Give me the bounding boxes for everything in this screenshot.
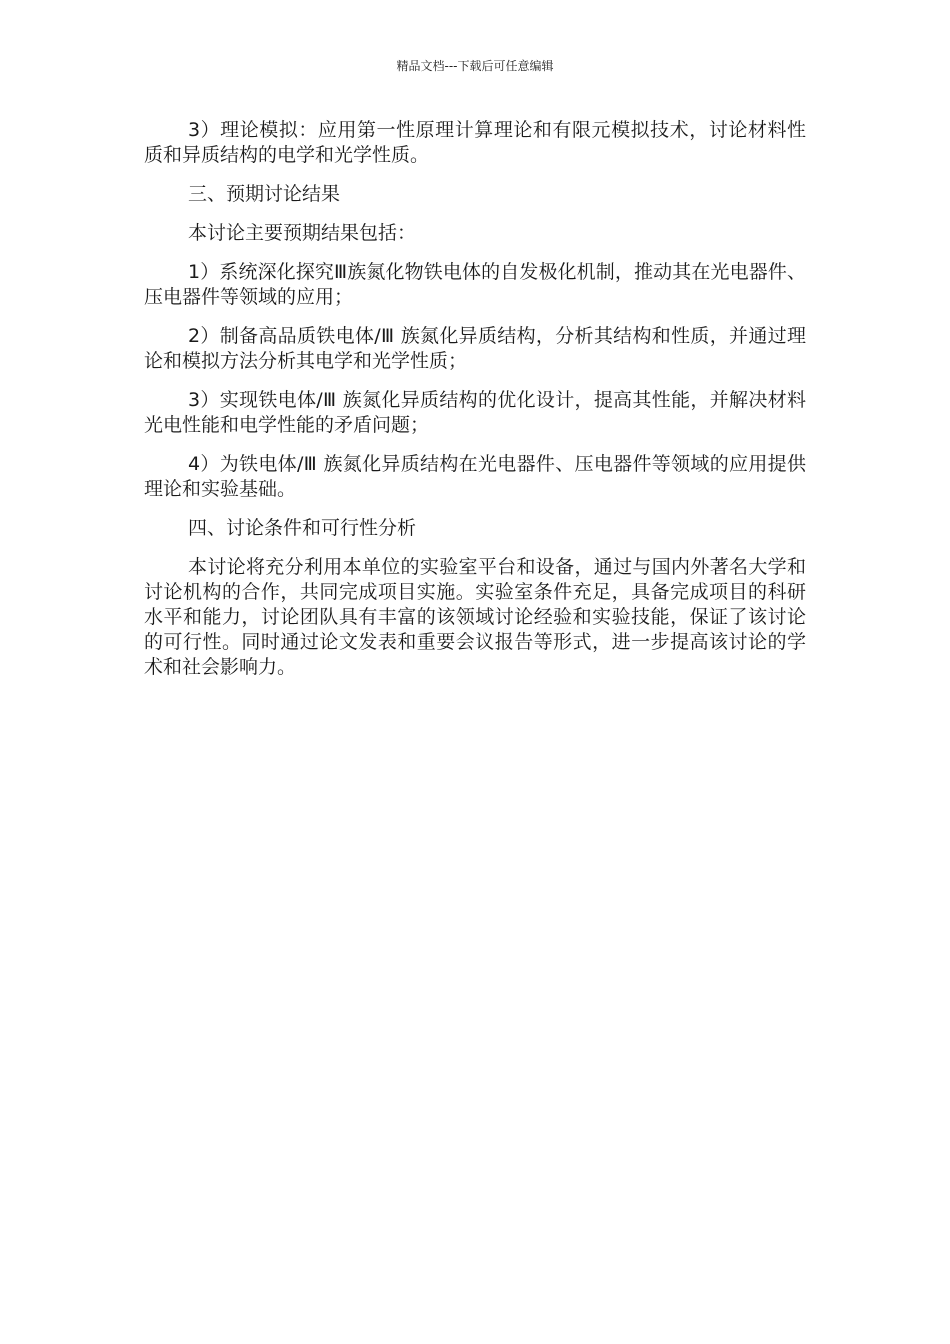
page-header: 精品文档---下载后可任意编辑 xyxy=(396,59,554,73)
paragraph-result-3: 3）实现铁电体/Ⅲ 族氮化异质结构的优化设计，提高其性能，并解决材料光电性能和电学性能的矛盾问题； xyxy=(144,389,806,436)
section-heading-feasibility: 四、讨论条件和可行性分析 xyxy=(188,517,417,539)
paragraph-result-2: 2）制备高品质铁电体/Ⅲ 族氮化异质结构，分析其结构和性质，并通过理论和模拟方法分析其电学和光学性质； xyxy=(144,325,806,372)
paragraph-result-4: 4）为铁电体/Ⅲ 族氮化异质结构在光电器件、压电器件等领域的应用提供理论和实验基础。 xyxy=(144,453,806,500)
paragraph-result-1: 1）系统深化探究Ⅲ族氮化物铁电体的自发极化机制，推动其在光电器件、压电器件等领域的应用； xyxy=(144,261,806,308)
section-heading-expected-results: 三、预期讨论结果 xyxy=(188,183,341,205)
document-body xyxy=(144,118,806,694)
paragraph-theory-simulation: 3）理论模拟：应用第一性原理计算理论和有限元模拟技术，讨论材料性质和异质结构的电学和光学性质。 xyxy=(144,119,806,166)
paragraph-feasibility: 本讨论将充分利用本单位的实验室平台和设备，通过与国内外著名大学和讨论机构的合作，共同完成项目实施。实验室条件充足，具备完成项目的科研水平和能力，讨论团队具有丰富的该领域讨论经验和实验技能，保证了该讨论的可行性。同时通过论文发表和重要会议报告等形式，进一步提高该讨论的学术和社会影响力。 xyxy=(144,556,806,678)
paragraph-results-intro: 本讨论主要预期结果包括： xyxy=(188,222,417,244)
